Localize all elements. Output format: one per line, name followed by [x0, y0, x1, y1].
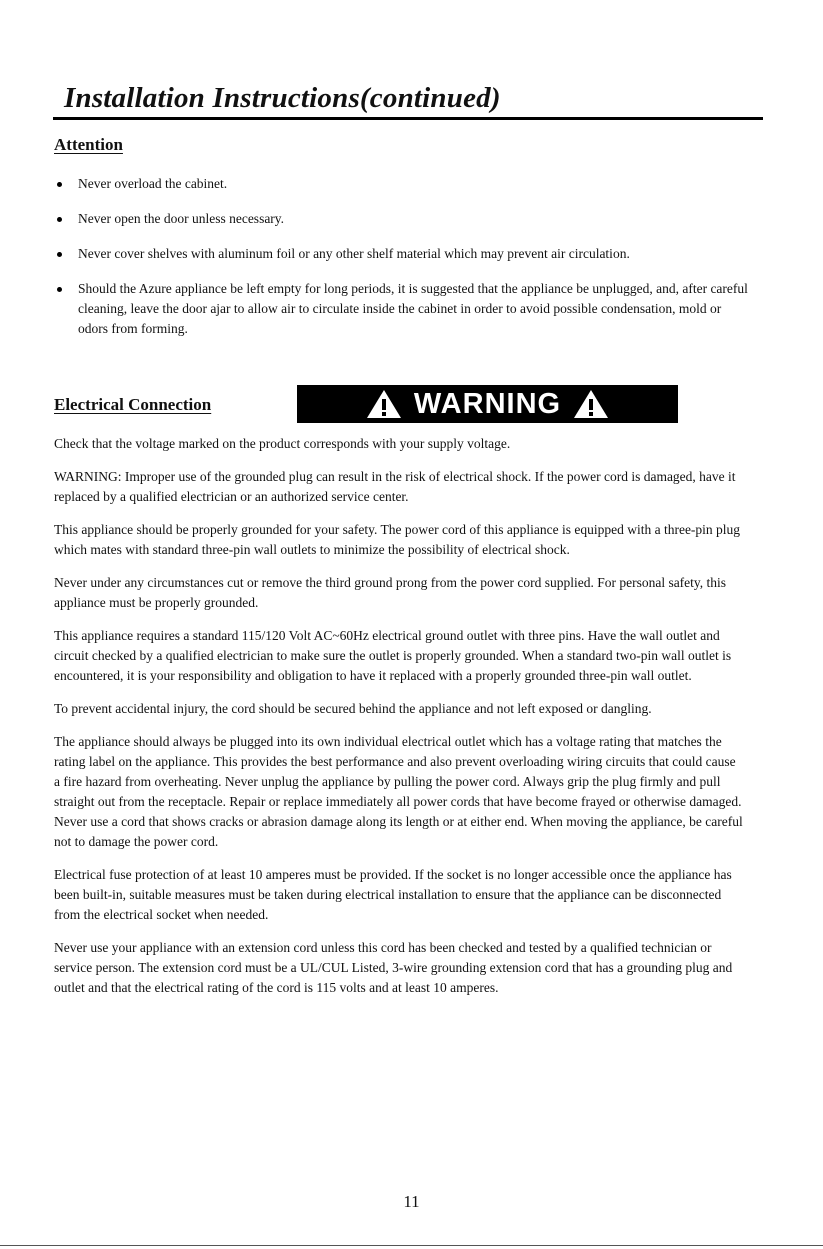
- page-title: Installation Instructions(continued): [64, 82, 501, 114]
- paragraph: This appliance should be properly grounded for your safety. The power cord of this appliance is equipped with a three-pin plug which mates with standard three-pin wall outlets to minimize the possibility of electrical shock.: [54, 522, 741, 557]
- bullet-icon: [57, 217, 62, 222]
- bullet-icon: [57, 182, 62, 187]
- attention-list: [54, 174, 754, 354]
- paragraph: Never under any circumstances cut or remove the third ground prong from the power cord supplied. For personal safety, this appliance must be properly grounded.: [54, 575, 727, 610]
- electrical-connection-heading: Electrical Connection: [54, 395, 212, 414]
- electrical-body: [54, 434, 744, 1011]
- list-item-text: Never overload the cabinet.: [78, 176, 228, 191]
- list-item: [54, 244, 754, 264]
- bullet-icon: [57, 287, 62, 292]
- page-number: 11: [403, 1192, 420, 1211]
- bottom-divider: [0, 1245, 823, 1246]
- paragraph: To prevent accidental injury, the cord should be secured behind the appliance and not left exposed or dangling.: [54, 701, 652, 716]
- list-item: [54, 174, 754, 194]
- title-divider: [53, 117, 763, 120]
- paragraph: Check that the voltage marked on the product corresponds with your supply voltage.: [54, 436, 511, 451]
- paragraph: Never use your appliance with an extension cord unless this cord has been checked and tested by a qualified technician or service person. The extension cord must be a UL/CUL Listed, 3-wire grounding extension cord that has a grounding plug and outlet and that the electrical rating of the cord is 115 volts and at least 10 amperes.: [54, 940, 733, 995]
- list-item-text: Never cover shelves with aluminum foil or any other shelf material which may prevent air circulation.: [78, 246, 630, 261]
- paragraph: The appliance should always be plugged into its own individual electrical outlet which has a voltage rating that matches the rating label on the appliance. This provides the best performance and also prevent overloading wiring circuits that could cause a fire hazard from overheating. Never unplug the appliance by pulling the power cord. Always grip the plug firmly and pull straight out from the receptacle. Repair or replace immediately all power cords that have become frayed or otherwise damaged. Never use a cord that shows cracks or abrasion damage along its length or at either end. When moving the appliance, be careful not to damage the power cord.: [54, 734, 743, 849]
- list-item-text: Never open the door unless necessary.: [78, 211, 285, 226]
- paragraph: This appliance requires a standard 115/120 Volt AC~60Hz electrical ground outlet with three pins. Have the wall outlet and circuit checked by a qualified electrician to make sure the outlet is properly grounded. When a standard two-pin wall outlet is encountered, it is your responsibility and obligation to have it replaced with a properly grounded three-pin wall outlet.: [54, 628, 732, 683]
- paragraph: Electrical fuse protection of at least 10 amperes must be provided. If the socket is no longer accessible once the appliance has been built-in, suitable measures must be taken during electrical installation to ensure that the appliance can be disconnected from the electrical socket when needed.: [54, 867, 732, 922]
- warning-banner-label: WARNING: [413, 387, 562, 420]
- bullet-icon: [57, 252, 62, 257]
- list-item-text: Should the Azure appliance be left empty for long periods, it is suggested that the appliance be unplugged, and, after careful cleaning, leave the door ajar to allow air to circulate inside the cabinet in order to avoid possible condensation, mold or odors from forming.: [78, 281, 748, 336]
- list-item: [54, 209, 754, 229]
- list-item: [54, 279, 754, 339]
- paragraph: WARNING: Improper use of the grounded plug can result in the risk of electrical shock. If the power cord is damaged, have it replaced by a qualified electrician or an authorized service center.: [54, 469, 736, 504]
- attention-heading: Attention: [54, 135, 123, 154]
- warning-triangle-icon: [366, 389, 402, 419]
- warning-triangle-icon: [573, 389, 609, 419]
- warning-banner: [297, 385, 678, 423]
